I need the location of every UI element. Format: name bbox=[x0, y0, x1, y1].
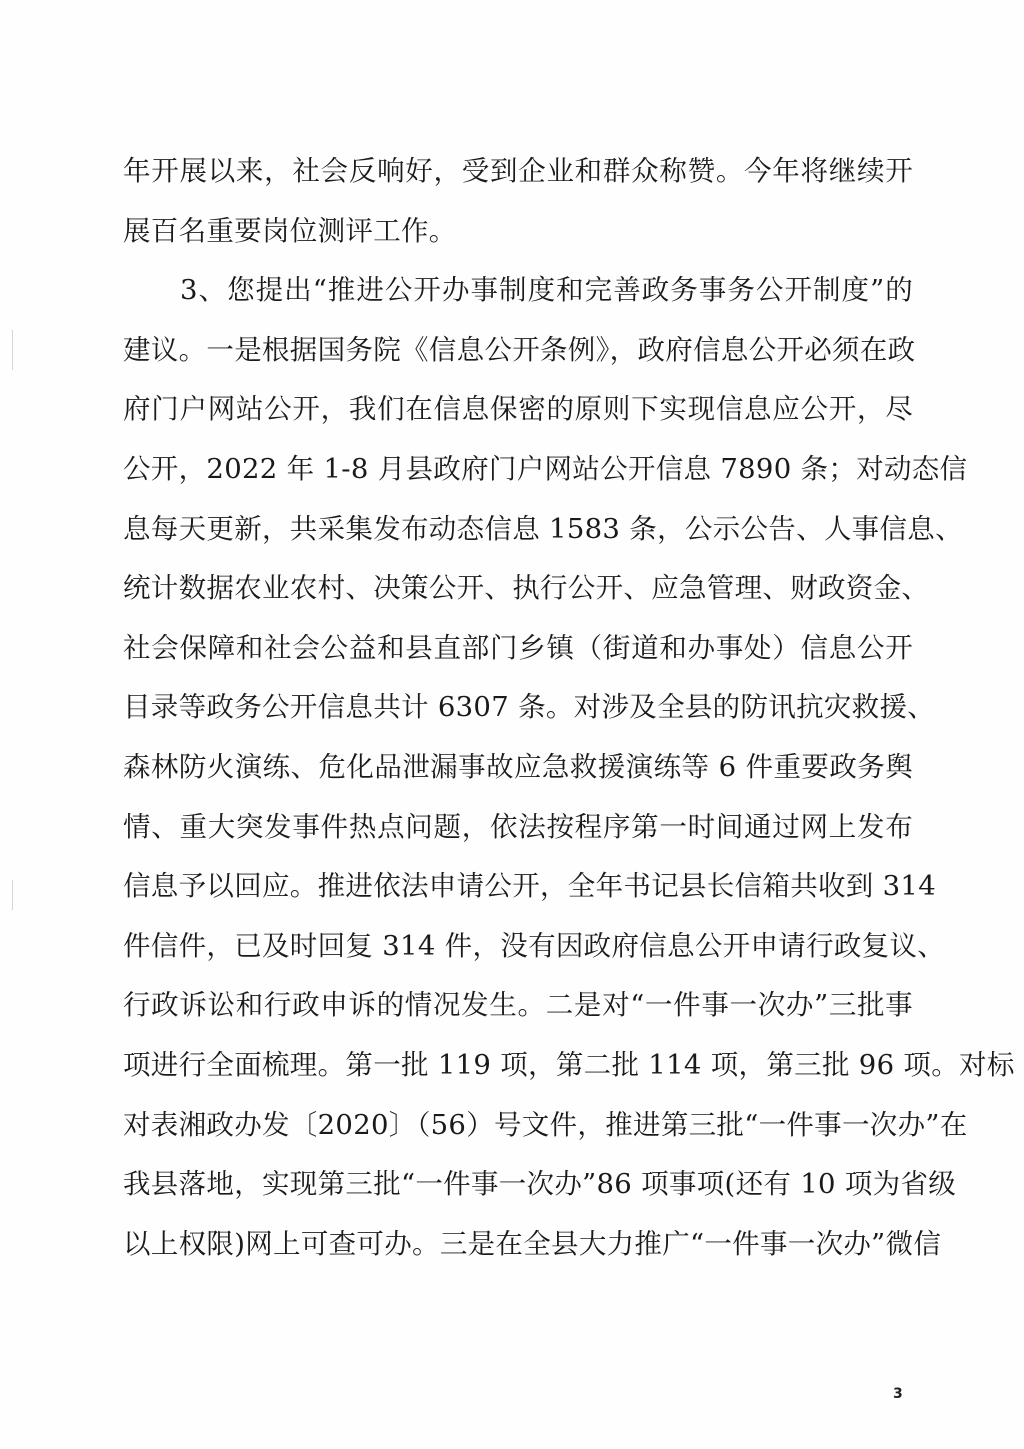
text-line: 我县落地，实现第三批“一件事一次办”86 项事项(还有 10 项为省级 bbox=[123, 1168, 957, 1201]
text-line: 公开，2022 年 1-8 月县政府门户网站公开信息 7890 条；对动态信 bbox=[123, 452, 968, 485]
text-line: 3、您提出“推进公开办事制度和完善政务事务公开制度”的 bbox=[180, 274, 913, 307]
text-line: 息每天更新，共采集发布动态信息 1583 条，公示公告、人事信息、 bbox=[123, 512, 963, 545]
scan-margin-mark bbox=[12, 330, 13, 370]
scan-margin-mark bbox=[12, 880, 13, 910]
text-line: 情、重大突发事件热点问题，依法按程序第一时间通过网上发布 bbox=[123, 810, 913, 843]
text-line: 建议。一是根据国务院《信息公开条例》，政府信息公开必须在政 bbox=[123, 333, 916, 366]
text-line: 年开展以来，社会反响好，受到企业和群众称赞。今年将继续开 bbox=[123, 155, 913, 187]
text-line: 统计数据农业农村、决策公开、执行公开、应急管理、财政资金、 bbox=[123, 572, 930, 605]
text-line: 行政诉讼和行政申诉的情况发生。二是对“一件事一次办”三批事 bbox=[123, 989, 913, 1022]
page-number: 3 bbox=[893, 1386, 903, 1402]
text-line: 展百名重要岗位测评工作。 bbox=[123, 214, 457, 247]
text-line: 社会保障和社会公益和县直部门乡镇（街道和办事处）信息公开 bbox=[123, 631, 913, 664]
text-line: 以上权限)网上可查可办。三是在全县大力推广“一件事一次办”微信 bbox=[123, 1227, 942, 1260]
text-line: 件信件，已及时回复 314 件，没有因政府信息公开申请行政复议、 bbox=[123, 929, 946, 962]
body-text bbox=[123, 148, 1015, 1280]
text-line: 信息予以回应。推进依法申请公开，全年书记县长信箱共收到 314 bbox=[123, 870, 937, 903]
text-line: 森林防火演练、危化品泄漏事故应急救援演练等 6 件重要政务舆 bbox=[123, 750, 913, 783]
text-line: 目录等政务公开信息共计 6307 条。对涉及全县的防讯抗灾救援、 bbox=[123, 691, 936, 724]
text-line: 府门户网站公开，我们在信息保密的原则下实现信息应公开，尽 bbox=[123, 393, 913, 426]
text-line: 项进行全面梳理。第一批 119 项，第二批 114 项，第三批 96 项。对标 bbox=[123, 1048, 1015, 1081]
text-line: 对表湘政办发〔2020〕（56）号文件，推进第三批“一件事一次办”在 bbox=[123, 1108, 968, 1141]
